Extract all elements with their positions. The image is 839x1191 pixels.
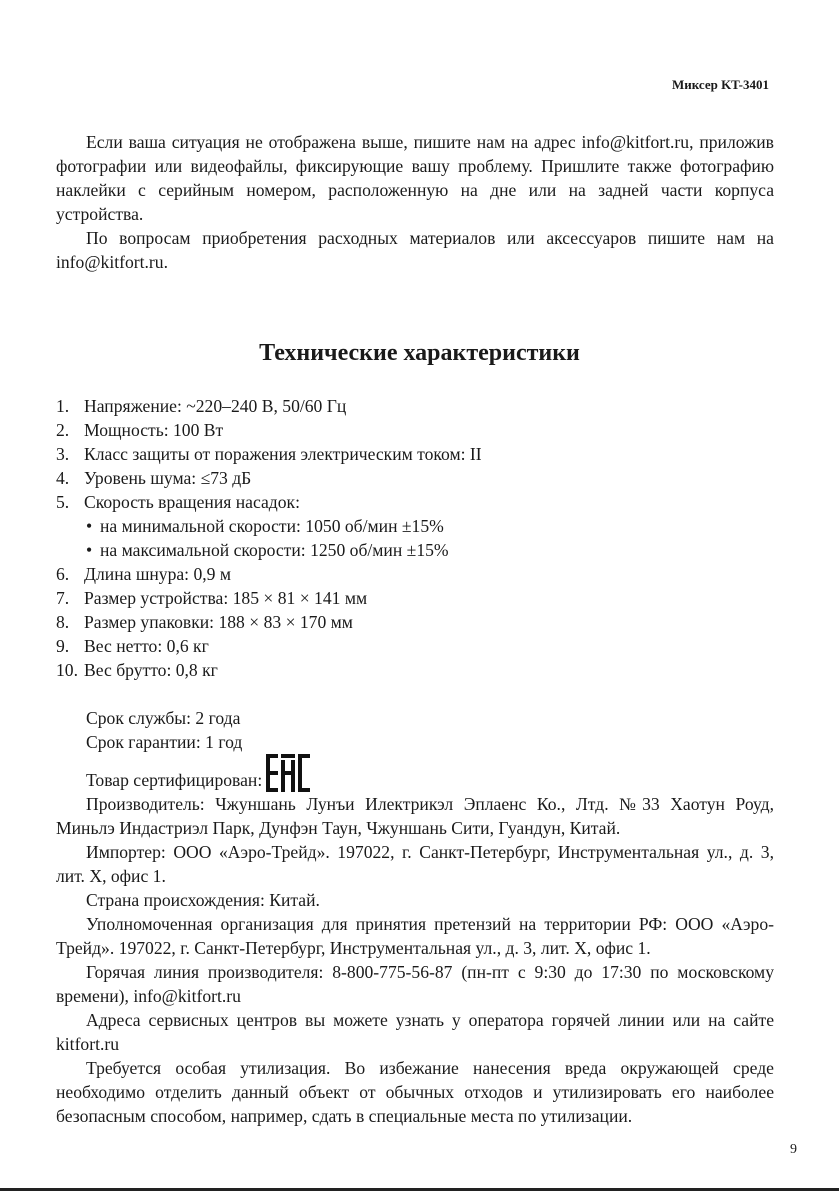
importer-info: Импортер: ООО «Аэро-Трейд». 197022, г. Санкт-Петербург, Инструментальная ул., д. 3, лит. Х, офис 1. bbox=[56, 842, 774, 886]
speed-subitem bbox=[56, 514, 482, 538]
spec-text: Напряжение: ~220–240 В, 50/60 Гц bbox=[84, 396, 347, 416]
warranty-period: Срок гарантии: 1 год bbox=[86, 732, 243, 752]
intro-paragraph-accessories: По вопросам приобретения расходных материалов или аксессуаров пишите нам на info@kitfort.ru. bbox=[56, 228, 774, 272]
spec-number: 6. bbox=[56, 564, 70, 584]
eac-mark-icon bbox=[266, 754, 310, 792]
spec-item bbox=[56, 442, 482, 466]
spec-number: 3. bbox=[56, 444, 70, 464]
bullet-marker: • bbox=[86, 540, 93, 560]
spec-text: Размер устройства: 185 × 81 × 141 мм bbox=[84, 588, 368, 608]
spec-number: 4. bbox=[56, 468, 70, 488]
service-centers-info: Адреса сервисных центров вы можете узнать у оператора горячей линии или на сайте kitfort.ru bbox=[56, 1010, 774, 1054]
spec-number: 1. bbox=[56, 396, 70, 416]
spec-item bbox=[56, 634, 482, 658]
spec-item bbox=[56, 466, 482, 490]
certification-line bbox=[56, 754, 774, 792]
spec-text: Скорость вращения насадок: bbox=[84, 492, 300, 512]
country-of-origin: Страна происхождения: Китай. bbox=[86, 890, 320, 910]
speed-min-text: на минимальной скорости: 1050 об/мин ±15% bbox=[100, 516, 444, 536]
manufacturer-info: Производитель: Чжуншань Лунъи Илектрикэл Эплаенс Ко., Лтд. №33 Хаотун Роуд, Миньлэ Индастриэл Парк, Дунфэн Таун, Чжуншань Сити, Гуандун, Китай. bbox=[56, 794, 774, 838]
authorized-organization: Уполномоченная организация для принятия претензий на территории РФ: ООО «Аэро-Трейд». 197022, г. Санкт-Петербург, Инструментальная ул., д. 3, лит. Х, офис 1. bbox=[56, 914, 774, 958]
bullet-marker: • bbox=[86, 516, 93, 536]
certification-label: Товар сертифицирован: bbox=[86, 770, 263, 790]
spec-text: Класс защиты от поражения электрическим током: II bbox=[84, 444, 482, 464]
spec-text: Уровень шума: ≤73 дБ bbox=[84, 468, 252, 488]
section-title: Технические характеристики bbox=[259, 340, 580, 366]
page-number: 9 bbox=[790, 1142, 797, 1157]
intro-paragraph-contact: Если ваша ситуация не отображена выше, пишите нам на адрес info@kitfort.ru, приложив фотографии или видеофайлы, фиксирующие вашу проблему. Пришлите также фотографию наклейки с серийным номером, расположенную на дне или на задней части корпуса устройства. bbox=[56, 132, 774, 224]
spec-number: 7. bbox=[56, 588, 70, 608]
spec-text: Вес нетто: 0,6 кг bbox=[84, 636, 209, 656]
spec-text: Размер упаковки: 188 × 83 × 170 мм bbox=[84, 612, 353, 632]
intro-block bbox=[56, 130, 774, 274]
running-header: Миксер KT-3401 bbox=[671, 77, 769, 92]
spec-item bbox=[56, 610, 482, 634]
spec-item bbox=[56, 562, 482, 586]
spec-item bbox=[56, 490, 482, 514]
spec-number: 10. bbox=[56, 660, 78, 680]
specs-list bbox=[56, 394, 482, 682]
spec-number: 2. bbox=[56, 420, 70, 440]
speed-subitem bbox=[56, 538, 482, 562]
spec-text: Вес брутто: 0,8 кг bbox=[84, 660, 218, 680]
spec-number: 9. bbox=[56, 636, 70, 656]
spec-number: 5. bbox=[56, 492, 70, 512]
info-block bbox=[56, 706, 774, 1128]
spec-item bbox=[56, 658, 482, 682]
spec-number: 8. bbox=[56, 612, 70, 632]
spec-item bbox=[56, 418, 482, 442]
speed-max-text: на максимальной скорости: 1250 об/мин ±15% bbox=[100, 540, 449, 560]
service-life: Срок службы: 2 года bbox=[86, 708, 241, 728]
hotline-info: Горячая линия производителя: 8-800-775-56-87 (пн-пт с 9:30 до 17:30 по московскому времени), info@kitfort.ru bbox=[56, 962, 774, 1006]
spec-text: Длина шнура: 0,9 м bbox=[84, 564, 231, 584]
disposal-info: Требуется особая утилизация. Во избежание нанесения вреда окружающей среде необходимо отделить данный объект от обычных отходов и утилизировать его наиболее безопасным способом, например, сдать в специальные места по утилизации. bbox=[56, 1058, 774, 1126]
spec-item bbox=[56, 394, 482, 418]
spec-item bbox=[56, 586, 482, 610]
spec-text: Мощность: 100 Вт bbox=[84, 420, 224, 440]
